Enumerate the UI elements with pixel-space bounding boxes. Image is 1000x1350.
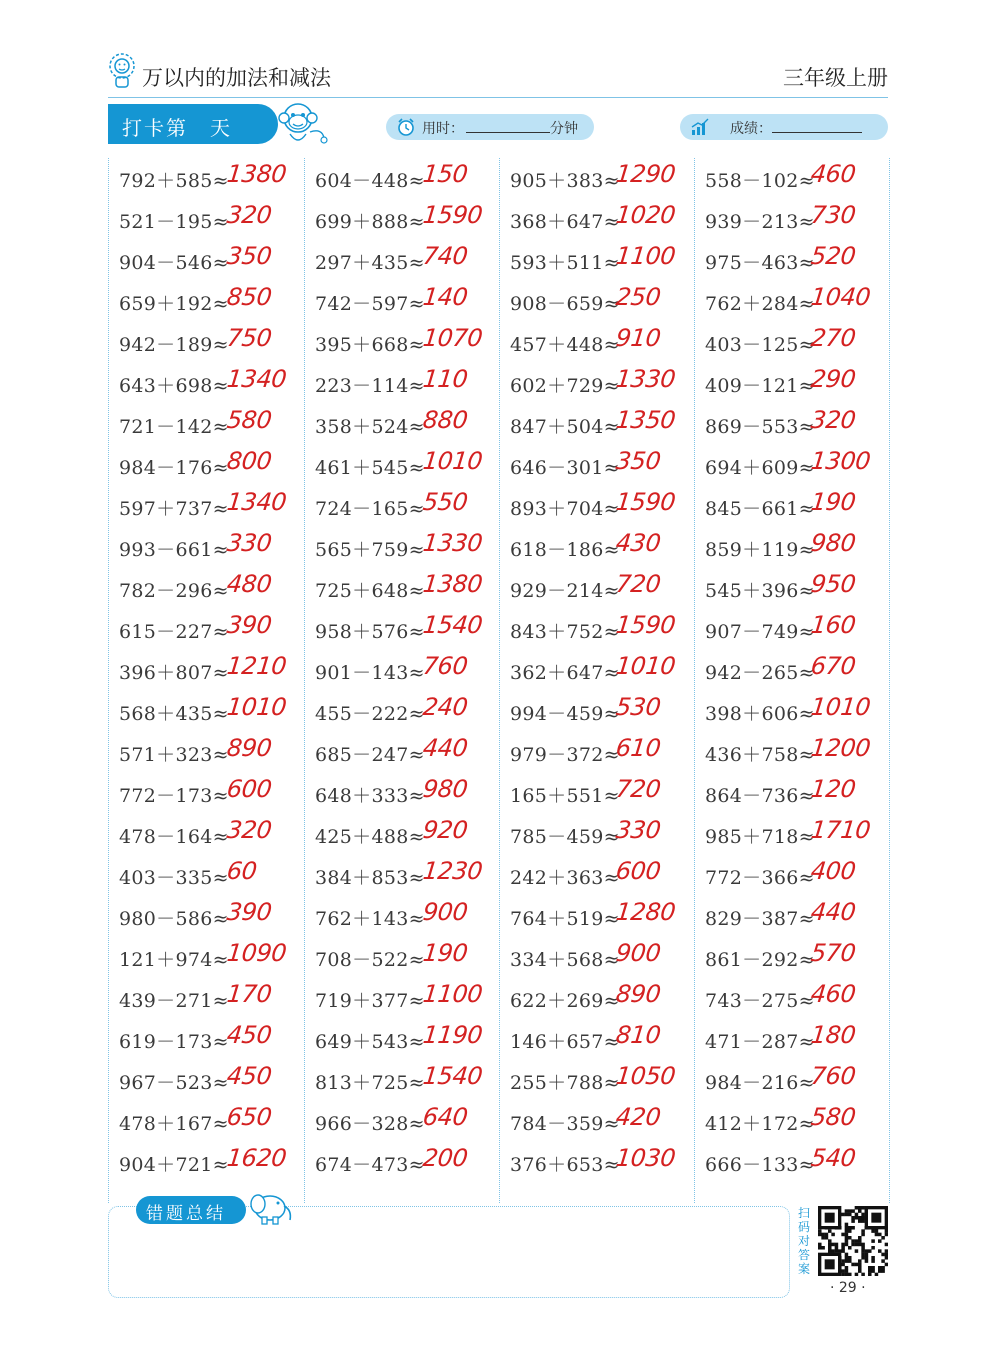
handwritten-answer: 270 (809, 324, 857, 352)
handwritten-answer: 1280 (614, 898, 677, 926)
exercise-expression: 478－164≈ (119, 826, 229, 848)
exercise-expression: 859＋119≈ (705, 539, 815, 561)
exercise-expression: 699＋888≈ (315, 211, 425, 233)
handwritten-answer: 1200 (809, 734, 872, 762)
exercise-grid (108, 158, 890, 1203)
handwritten-answer: 110 (421, 365, 469, 393)
handwritten-answer: 610 (614, 734, 662, 762)
handwritten-answer: 1090 (225, 939, 288, 967)
handwritten-answer: 720 (614, 570, 662, 598)
exercise-expression: 409－121≈ (705, 375, 815, 397)
exercise-expression: 905＋383≈ (510, 170, 620, 192)
handwritten-answer: 670 (809, 652, 857, 680)
lion-logo-icon (108, 52, 136, 88)
exercise-expression: 762＋143≈ (315, 908, 425, 930)
handwritten-answer: 460 (809, 980, 857, 1008)
handwritten-answer: 1100 (421, 980, 484, 1008)
handwritten-answer: 1190 (421, 1021, 484, 1049)
exercise-expression: 666－133≈ (705, 1154, 815, 1176)
time-input-line[interactable] (466, 132, 550, 133)
exercise-expression: 403－125≈ (705, 334, 815, 356)
exercise-expression: 455－222≈ (315, 703, 425, 725)
handwritten-answer: 1590 (421, 201, 484, 229)
handwritten-answer: 950 (809, 570, 857, 598)
exercise-expression: 907－749≈ (705, 621, 815, 643)
handwritten-answer: 460 (809, 160, 857, 188)
exercise-expression: 725＋648≈ (315, 580, 425, 602)
handwritten-answer: 1010 (809, 693, 872, 721)
exercise-expression: 772－366≈ (705, 867, 815, 889)
exercise-expression: 967－523≈ (119, 1072, 229, 1094)
handwritten-answer: 910 (614, 324, 662, 352)
handwritten-answer: 1010 (225, 693, 288, 721)
handwritten-answer: 740 (421, 242, 469, 270)
handwritten-answer: 1620 (225, 1144, 288, 1172)
exercise-expression: 813＋725≈ (315, 1072, 425, 1094)
exercise-expression: 146＋657≈ (510, 1031, 620, 1053)
handwritten-answer: 190 (421, 939, 469, 967)
exercise-expression: 685－247≈ (315, 744, 425, 766)
handwritten-answer: 400 (809, 857, 857, 885)
handwritten-answer: 900 (421, 898, 469, 926)
exercise-expression: 904－546≈ (119, 252, 229, 274)
exercise-expression: 721－142≈ (119, 416, 229, 438)
handwritten-answer: 1050 (614, 1062, 677, 1090)
handwritten-answer: 1230 (421, 857, 484, 885)
handwritten-answer: 1330 (421, 529, 484, 557)
exercise-expression: 565＋759≈ (315, 539, 425, 561)
handwritten-answer: 120 (809, 775, 857, 803)
handwritten-answer: 1100 (614, 242, 677, 270)
handwritten-answer: 160 (809, 611, 857, 639)
handwritten-answer: 180 (809, 1021, 857, 1049)
handwritten-answer: 1010 (421, 447, 484, 475)
exercise-expression: 784－359≈ (510, 1113, 620, 1135)
handwritten-answer: 890 (225, 734, 273, 762)
handwritten-answer: 1590 (614, 611, 677, 639)
exercise-expression: 396＋807≈ (119, 662, 229, 684)
handwritten-answer: 980 (809, 529, 857, 557)
handwritten-answer: 750 (225, 324, 273, 352)
exercise-expression: 121＋974≈ (119, 949, 229, 971)
handwritten-answer: 1380 (225, 160, 288, 188)
header-title: 万以内的加法和减法 (142, 66, 331, 90)
handwritten-answer: 450 (225, 1021, 273, 1049)
score-label: 成绩： (730, 121, 772, 137)
exercise-expression: 619－173≈ (119, 1031, 229, 1053)
exercise-expression: 893＋704≈ (510, 498, 620, 520)
handwritten-answer: 1350 (614, 406, 677, 434)
handwritten-answer: 880 (421, 406, 469, 434)
handwritten-answer: 1340 (225, 488, 288, 516)
handwritten-answer: 810 (614, 1021, 662, 1049)
handwritten-answer: 580 (225, 406, 273, 434)
exercise-expression: 904＋721≈ (119, 1154, 229, 1176)
handwritten-answer: 320 (225, 816, 273, 844)
exercise-expression: 659＋192≈ (119, 293, 229, 315)
exercise-expression: 993－661≈ (119, 539, 229, 561)
exercise-expression: 242＋363≈ (510, 867, 620, 889)
exercise-expression: 864－736≈ (705, 785, 815, 807)
exercise-expression: 622＋269≈ (510, 990, 620, 1012)
handwritten-answer: 1070 (421, 324, 484, 352)
exercise-expression: 643＋698≈ (119, 375, 229, 397)
checkin-banner (108, 104, 278, 144)
exercise-column-3 (499, 158, 695, 1203)
exercise-expression: 708－522≈ (315, 949, 425, 971)
exercise-expression: 358＋524≈ (315, 416, 425, 438)
handwritten-answer: 1380 (421, 570, 484, 598)
exercise-expression: 785－459≈ (510, 826, 620, 848)
exercise-expression: 674－473≈ (315, 1154, 425, 1176)
time-unit: 分钟 (550, 121, 578, 137)
handwritten-answer: 390 (225, 611, 273, 639)
handwritten-answer: 140 (421, 283, 469, 311)
handwritten-answer: 350 (614, 447, 662, 475)
exercise-expression: 942－265≈ (705, 662, 815, 684)
handwritten-answer: 330 (225, 529, 273, 557)
handwritten-answer: 1030 (614, 1144, 677, 1172)
exercise-expression: 966－328≈ (315, 1113, 425, 1135)
handwritten-answer: 330 (614, 816, 662, 844)
exercise-expression: 521－195≈ (119, 211, 229, 233)
exercise-expression: 255＋788≈ (510, 1072, 620, 1094)
exercise-expression: 743－275≈ (705, 990, 815, 1012)
handwritten-answer: 1330 (614, 365, 677, 393)
exercise-expression: 646－301≈ (510, 457, 620, 479)
exercise-expression: 368＋647≈ (510, 211, 620, 233)
exercise-expression: 558－102≈ (705, 170, 815, 192)
exercise-expression: 980－586≈ (119, 908, 229, 930)
handwritten-answer: 760 (809, 1062, 857, 1090)
header-divider (108, 97, 888, 98)
handwritten-answer: 1020 (614, 201, 677, 229)
exercise-expression: 297＋435≈ (315, 252, 425, 274)
exercise-expression: 994－459≈ (510, 703, 620, 725)
handwritten-answer: 850 (225, 283, 273, 311)
exercise-expression: 979－372≈ (510, 744, 620, 766)
handwritten-answer: 640 (421, 1103, 469, 1131)
exercise-expression: 604－448≈ (315, 170, 425, 192)
exercise-expression: 901－143≈ (315, 662, 425, 684)
exercise-expression: 571＋323≈ (119, 744, 229, 766)
exercise-expression: 593＋511≈ (510, 252, 620, 274)
handwritten-answer: 760 (421, 652, 469, 680)
exercise-expression: 648＋333≈ (315, 785, 425, 807)
handwritten-answer: 430 (614, 529, 662, 557)
handwritten-answer: 1300 (809, 447, 872, 475)
handwritten-answer: 240 (421, 693, 469, 721)
handwritten-answer: 600 (614, 857, 662, 885)
exercise-expression: 975－463≈ (705, 252, 815, 274)
exercise-expression: 958＋576≈ (315, 621, 425, 643)
score-input-line[interactable] (772, 132, 862, 133)
page-number: · 29 · (830, 1280, 866, 1296)
handwritten-answer: 800 (225, 447, 273, 475)
exercise-expression: 724－165≈ (315, 498, 425, 520)
exercise-column-1 (109, 158, 304, 1203)
exercise-expression: 649＋543≈ (315, 1031, 425, 1053)
exercise-expression: 403－335≈ (119, 867, 229, 889)
checkin-label: 打卡第 天 (122, 116, 232, 140)
exercise-expression: 478＋167≈ (119, 1113, 229, 1135)
handwritten-answer: 1710 (809, 816, 872, 844)
exercise-expression: 362＋647≈ (510, 662, 620, 684)
handwritten-answer: 550 (421, 488, 469, 516)
exercise-expression: 764＋519≈ (510, 908, 620, 930)
header-grade: 三年级上册 (783, 66, 888, 90)
exercise-expression: 461＋545≈ (315, 457, 425, 479)
handwritten-answer: 250 (614, 283, 662, 311)
exercise-expression: 602＋729≈ (510, 375, 620, 397)
exercise-expression: 847＋504≈ (510, 416, 620, 438)
handwritten-answer: 290 (809, 365, 857, 393)
exercise-column-4 (694, 158, 890, 1203)
handwritten-answer: 730 (809, 201, 857, 229)
handwritten-answer: 200 (421, 1144, 469, 1172)
handwritten-answer: 440 (809, 898, 857, 926)
exercise-expression: 398＋606≈ (705, 703, 815, 725)
handwritten-answer: 320 (809, 406, 857, 434)
exercise-expression: 845－661≈ (705, 498, 815, 520)
handwritten-answer: 920 (421, 816, 469, 844)
handwritten-answer: 570 (809, 939, 857, 967)
handwritten-answer: 1210 (225, 652, 288, 680)
exercise-expression: 376＋653≈ (510, 1154, 620, 1176)
exercise-expression: 843＋752≈ (510, 621, 620, 643)
monkey-icon (276, 98, 330, 148)
exercise-expression: 436＋758≈ (705, 744, 815, 766)
handwritten-answer: 320 (225, 201, 273, 229)
qr-code-icon[interactable] (818, 1206, 888, 1276)
exercise-expression: 568＋435≈ (119, 703, 229, 725)
exercise-expression: 908－659≈ (510, 293, 620, 315)
handwritten-answer: 1340 (225, 365, 288, 393)
handwritten-answer: 480 (225, 570, 273, 598)
exercise-expression: 457＋448≈ (510, 334, 620, 356)
handwritten-answer: 530 (614, 693, 662, 721)
exercise-expression: 942－189≈ (119, 334, 229, 356)
handwritten-answer: 420 (614, 1103, 662, 1131)
handwritten-answer: 900 (614, 939, 662, 967)
scan-answers-label: 扫码对答案 (798, 1206, 811, 1276)
handwritten-answer: 600 (225, 775, 273, 803)
score-field (680, 114, 888, 140)
exercise-expression: 792＋585≈ (119, 170, 229, 192)
handwritten-answer: 190 (809, 488, 857, 516)
exercise-expression: 384＋853≈ (315, 867, 425, 889)
exercise-expression: 334＋568≈ (510, 949, 620, 971)
handwritten-answer: 1540 (421, 1062, 484, 1090)
handwritten-answer: 1540 (421, 611, 484, 639)
exercise-expression: 471－287≈ (705, 1031, 815, 1053)
page-header (108, 50, 888, 98)
errors-summary-tag (136, 1196, 246, 1224)
handwritten-answer: 890 (614, 980, 662, 1008)
handwritten-answer: 720 (614, 775, 662, 803)
handwritten-answer: 60 (225, 857, 259, 885)
handwritten-answer: 1010 (614, 652, 677, 680)
handwritten-answer: 650 (225, 1103, 273, 1131)
exercise-expression: 985＋718≈ (705, 826, 815, 848)
exercise-expression: 772－173≈ (119, 785, 229, 807)
handwritten-answer: 580 (809, 1103, 857, 1131)
exercise-expression: 984－176≈ (119, 457, 229, 479)
exercise-expression: 165＋551≈ (510, 785, 620, 807)
exercise-column-2 (304, 158, 500, 1203)
errors-summary-label: 错题总结 (146, 1204, 226, 1224)
handwritten-answer: 1590 (614, 488, 677, 516)
exercise-expression: 545＋396≈ (705, 580, 815, 602)
exercise-expression: 223－114≈ (315, 375, 425, 397)
handwritten-answer: 170 (225, 980, 273, 1008)
handwritten-answer: 440 (421, 734, 469, 762)
exercise-expression: 782－296≈ (119, 580, 229, 602)
handwritten-answer: 980 (421, 775, 469, 803)
elephant-icon (246, 1188, 294, 1226)
exercise-expression: 618－186≈ (510, 539, 620, 561)
exercise-expression: 425＋488≈ (315, 826, 425, 848)
exercise-expression: 615－227≈ (119, 621, 229, 643)
exercise-expression: 719＋377≈ (315, 990, 425, 1012)
exercise-expression: 861－292≈ (705, 949, 815, 971)
exercise-expression: 439－271≈ (119, 990, 229, 1012)
exercise-expression: 762＋284≈ (705, 293, 815, 315)
handwritten-answer: 520 (809, 242, 857, 270)
exercise-expression: 694＋609≈ (705, 457, 815, 479)
bar-chart-icon (690, 117, 710, 137)
exercise-expression: 395＋668≈ (315, 334, 425, 356)
time-label: 用时： (422, 121, 464, 137)
handwritten-answer: 350 (225, 242, 273, 270)
handwritten-answer: 1040 (809, 283, 872, 311)
exercise-expression: 742－597≈ (315, 293, 425, 315)
handwritten-answer: 150 (421, 160, 469, 188)
handwritten-answer: 540 (809, 1144, 857, 1172)
time-field (386, 114, 594, 140)
handwritten-answer: 390 (225, 898, 273, 926)
exercise-expression: 984－216≈ (705, 1072, 815, 1094)
exercise-expression: 829－387≈ (705, 908, 815, 930)
alarm-clock-icon (396, 117, 416, 137)
exercise-expression: 939－213≈ (705, 211, 815, 233)
handwritten-answer: 1290 (614, 160, 677, 188)
exercise-expression: 597＋737≈ (119, 498, 229, 520)
handwritten-answer: 450 (225, 1062, 273, 1090)
exercise-expression: 929－214≈ (510, 580, 620, 602)
exercise-expression: 412＋172≈ (705, 1113, 815, 1135)
exercise-expression: 869－553≈ (705, 416, 815, 438)
